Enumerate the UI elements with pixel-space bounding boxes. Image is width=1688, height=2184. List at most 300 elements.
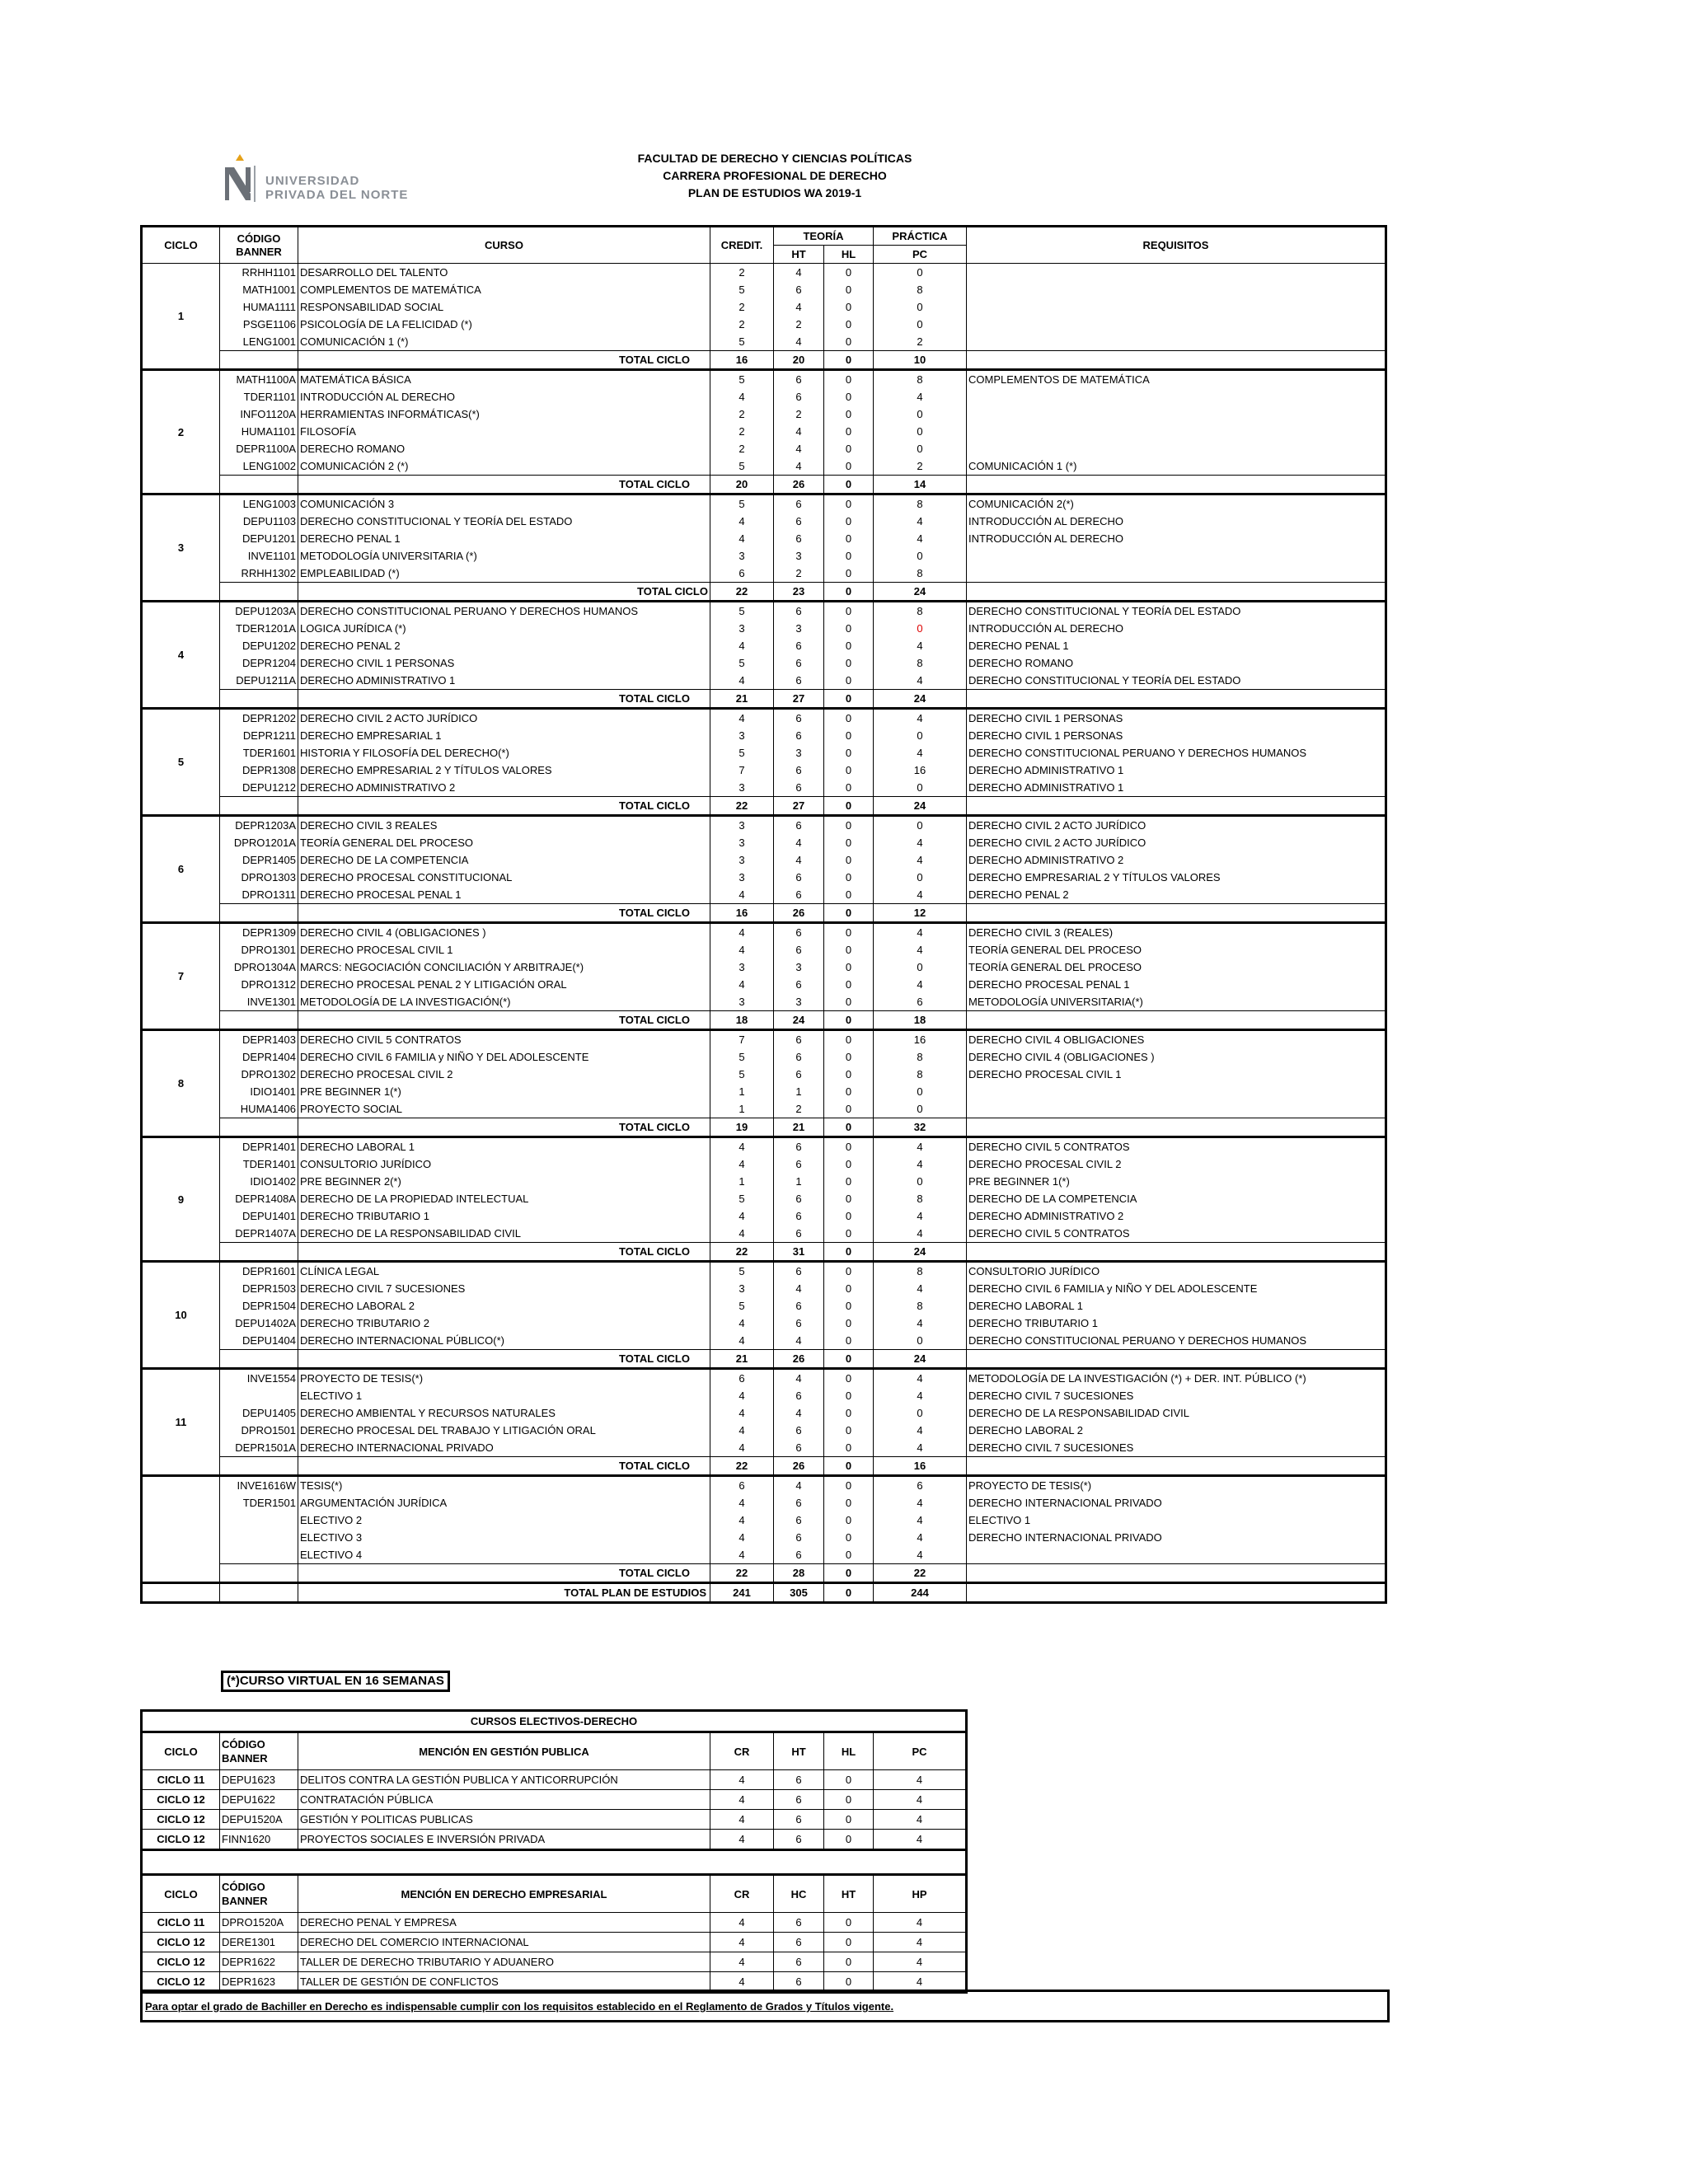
electives-empresarial-head-1: CÓDIGO BANNER	[220, 1875, 298, 1913]
total-label: TOTAL CICLO	[298, 1564, 710, 1583]
course-name: PSICOLOGÍA DE LA FELICIDAD (*)	[298, 316, 710, 333]
course-prerequisite: DERECHO CIVIL 1 PERSONAS	[967, 727, 1386, 744]
course-row	[142, 494, 1386, 513]
course-row	[142, 333, 1386, 351]
course-name: DERECHO CIVIL 7 SUCESIONES	[298, 1280, 710, 1297]
course-code: INVE1616W	[220, 1476, 298, 1495]
course-credits: 4	[710, 1546, 774, 1564]
course-code: DEPR1401	[220, 1137, 298, 1156]
course-code: RRHH1302	[220, 565, 298, 583]
course-name: DESARROLLO DEL TALENTO	[298, 264, 710, 282]
course-row	[142, 1137, 1386, 1156]
course-code: DEPU1402A	[220, 1315, 298, 1332]
elective-h3: 4	[874, 1830, 967, 1850]
col-credit: CREDIT.	[710, 227, 774, 264]
course-code: DEPR1405	[220, 851, 298, 869]
course-prerequisite: METODOLOGÍA DE LA INVESTIGACIÓN (*) + DER. INT. PÚBLICO (*)	[967, 1369, 1386, 1388]
course-ht: 4	[774, 423, 824, 440]
course-name: ELECTIVO 4	[298, 1546, 710, 1564]
course-prerequisite: DERECHO ROMANO	[967, 654, 1386, 672]
elective-code: FINN1620	[220, 1830, 298, 1850]
course-pc: 4	[874, 834, 967, 851]
course-hl: 0	[824, 744, 874, 762]
course-prerequisite: DERECHO CIVIL 5 CONTRATOS	[967, 1137, 1386, 1156]
course-row	[142, 440, 1386, 457]
course-row	[142, 1494, 1386, 1511]
course-code	[220, 1511, 298, 1529]
course-name: DERECHO CIVIL 1 PERSONAS	[298, 654, 710, 672]
course-credits: 4	[710, 513, 774, 530]
course-prerequisite: DERECHO CIVIL 7 SUCESIONES	[967, 1439, 1386, 1457]
grand-total-ciclo-spacer	[142, 1583, 220, 1603]
career-title: CARRERA PROFESIONAL DE DERECHO	[663, 169, 887, 182]
course-credits: 5	[710, 370, 774, 389]
course-row	[142, 923, 1386, 942]
col-curso: CURSO	[298, 227, 710, 264]
course-row	[142, 958, 1386, 976]
course-credits: 3	[710, 547, 774, 565]
total-label: TOTAL CICLO	[298, 1118, 710, 1137]
course-code	[220, 1529, 298, 1546]
total-code-spacer	[220, 351, 298, 370]
course-row	[142, 744, 1386, 762]
course-hl: 0	[824, 1190, 874, 1207]
course-prerequisite: DERECHO PROCESAL CIVIL 1	[967, 1066, 1386, 1083]
course-ht: 6	[774, 1439, 824, 1457]
course-code: DEPU1103	[220, 513, 298, 530]
course-row	[142, 1511, 1386, 1529]
cycle-total-row	[142, 476, 1386, 494]
course-credits: 6	[710, 1369, 774, 1388]
total-hl: 0	[824, 1011, 874, 1030]
course-code	[220, 1387, 298, 1404]
course-credits: 4	[710, 1137, 774, 1156]
total-ht: 27	[774, 797, 824, 816]
total-ht: 31	[774, 1243, 824, 1262]
course-ht: 6	[774, 1137, 824, 1156]
course-name: METODOLOGÍA UNIVERSITARIA (*)	[298, 547, 710, 565]
course-pc: 4	[874, 1207, 967, 1225]
course-pc: 4	[874, 1315, 967, 1332]
elective-h1: 6	[774, 1933, 824, 1952]
course-name: HISTORIA Y FILOSOFÍA DEL DERECHO(*)	[298, 744, 710, 762]
course-hl: 0	[824, 851, 874, 869]
course-code: IDIO1401	[220, 1083, 298, 1100]
electives-table	[140, 1709, 968, 1994]
course-pc: 4	[874, 1494, 967, 1511]
course-ht: 6	[774, 1066, 824, 1083]
course-hl: 0	[824, 1083, 874, 1100]
course-pc: 0	[874, 405, 967, 423]
course-hl: 0	[824, 1315, 874, 1332]
course-code: LENG1002	[220, 457, 298, 476]
elective-h3: 4	[874, 1790, 967, 1810]
course-credits: 5	[710, 744, 774, 762]
course-prerequisite: COMUNICACIÓN 2(*)	[967, 494, 1386, 513]
course-name: DERECHO LABORAL 1	[298, 1137, 710, 1156]
course-row	[142, 1155, 1386, 1173]
course-prerequisite	[967, 440, 1386, 457]
course-row	[142, 1225, 1386, 1243]
cycle-total-row	[142, 690, 1386, 709]
course-ht: 6	[774, 1529, 824, 1546]
course-row	[142, 620, 1386, 637]
course-pc: 4	[874, 744, 967, 762]
course-pc: 8	[874, 654, 967, 672]
course-code: DEPR1601	[220, 1262, 298, 1281]
total-requisitos-spacer	[967, 1011, 1386, 1030]
course-code: TDER1401	[220, 1155, 298, 1173]
course-hl: 0	[824, 494, 874, 513]
elective-h2: 0	[824, 1913, 874, 1933]
course-prerequisite: DERECHO CONSTITUCIONAL PERUANO Y DERECHOS HUMANOS	[967, 744, 1386, 762]
course-ht: 6	[774, 637, 824, 654]
course-name: DERECHO ADMINISTRATIVO 2	[298, 779, 710, 797]
elective-ciclo: CICLO 11	[142, 1913, 220, 1933]
course-hl: 0	[824, 1297, 874, 1315]
course-ht: 6	[774, 1494, 824, 1511]
course-name: COMUNICACIÓN 3	[298, 494, 710, 513]
course-name: DERECHO LABORAL 2	[298, 1297, 710, 1315]
course-row	[142, 1404, 1386, 1422]
course-row	[142, 816, 1386, 835]
course-ht: 6	[774, 281, 824, 298]
document-header	[560, 150, 989, 202]
course-credits: 5	[710, 281, 774, 298]
course-hl: 0	[824, 654, 874, 672]
course-code: TDER1601	[220, 744, 298, 762]
elective-cr: 4	[710, 1790, 774, 1810]
course-prerequisite: DERECHO CIVIL 5 CONTRATOS	[967, 1225, 1386, 1243]
course-pc: 4	[874, 1225, 967, 1243]
course-credits: 6	[710, 565, 774, 583]
grand-total-row	[142, 1583, 1386, 1603]
course-code: DEPU1405	[220, 1404, 298, 1422]
course-pc: 4	[874, 1546, 967, 1564]
course-name: DERECHO INTERNACIONAL PRIVADO	[298, 1439, 710, 1457]
total-ht: 24	[774, 1011, 824, 1030]
course-ht: 6	[774, 1546, 824, 1564]
course-name: COMPLEMENTOS DE MATEMÁTICA	[298, 281, 710, 298]
elective-h1: 6	[774, 1790, 824, 1810]
course-credits: 4	[710, 1155, 774, 1173]
course-prerequisite: DERECHO CIVIL 4 OBLIGACIONES	[967, 1030, 1386, 1049]
course-credits: 5	[710, 602, 774, 621]
course-ht: 6	[774, 388, 824, 405]
course-code: LENG1001	[220, 333, 298, 351]
course-prerequisite	[967, 1546, 1386, 1564]
course-row	[142, 637, 1386, 654]
course-code: DEPR1501A	[220, 1439, 298, 1457]
total-code-spacer	[220, 1350, 298, 1369]
course-hl: 0	[824, 405, 874, 423]
elective-ciclo: CICLO 12	[142, 1790, 220, 1810]
course-hl: 0	[824, 316, 874, 333]
course-name: CLÍNICA LEGAL	[298, 1262, 710, 1281]
course-pc: 8	[874, 1066, 967, 1083]
course-name: PRE BEGINNER 1(*)	[298, 1083, 710, 1100]
total-label: TOTAL CICLO	[298, 1243, 710, 1262]
course-prerequisite: DERECHO CIVIL 6 FAMILIA y NIÑO Y DEL ADOLESCENTE	[967, 1280, 1386, 1297]
course-name: MATEMÁTICA BÁSICA	[298, 370, 710, 389]
course-name: PROYECTO SOCIAL	[298, 1100, 710, 1118]
course-ht: 6	[774, 530, 824, 547]
course-code: DEPR1503	[220, 1280, 298, 1297]
elective-cr: 4	[710, 1913, 774, 1933]
course-credits: 3	[710, 727, 774, 744]
course-row	[142, 1332, 1386, 1350]
course-code: DEPU1401	[220, 1207, 298, 1225]
elective-row	[142, 1933, 967, 1952]
course-code: DEPR1203A	[220, 816, 298, 835]
grand-total-pc: 244	[874, 1583, 967, 1603]
course-code: DEPR1211	[220, 727, 298, 744]
course-pc: 0	[874, 298, 967, 316]
elective-h1: 6	[774, 1913, 824, 1933]
course-ht: 3	[774, 958, 824, 976]
course-hl: 0	[824, 1207, 874, 1225]
electives-gestion-head-3: CR	[710, 1732, 774, 1770]
elective-h3: 4	[874, 1810, 967, 1830]
course-pc: 2	[874, 333, 967, 351]
total-pc: 24	[874, 1243, 967, 1262]
course-credits: 3	[710, 779, 774, 797]
course-row	[142, 1207, 1386, 1225]
study-plan-table	[140, 225, 1387, 1604]
course-hl: 0	[824, 457, 874, 476]
electives-empresarial-head-4: HC	[774, 1875, 824, 1913]
course-name: MARCS: NEGOCIACIÓN CONCILIACIÓN Y ARBITRAJE(*)	[298, 958, 710, 976]
course-hl: 0	[824, 941, 874, 958]
course-ht: 2	[774, 316, 824, 333]
course-row	[142, 423, 1386, 440]
total-credits: 16	[710, 351, 774, 370]
course-prerequisite	[967, 405, 1386, 423]
course-prerequisite: DERECHO PENAL 1	[967, 637, 1386, 654]
total-code-spacer	[220, 690, 298, 709]
course-name: CONSULTORIO JURÍDICO	[298, 1155, 710, 1173]
course-ht: 6	[774, 1262, 824, 1281]
course-hl: 0	[824, 1404, 874, 1422]
course-pc: 4	[874, 530, 967, 547]
total-requisitos-spacer	[967, 797, 1386, 816]
total-label: TOTAL CICLO	[298, 797, 710, 816]
total-requisitos-spacer	[967, 476, 1386, 494]
course-name: DERECHO INTERNACIONAL PÚBLICO(*)	[298, 1332, 710, 1350]
course-row	[142, 298, 1386, 316]
course-hl: 0	[824, 1173, 874, 1190]
course-pc: 4	[874, 1529, 967, 1546]
elective-cr: 4	[710, 1933, 774, 1952]
course-code: DEPR1403	[220, 1030, 298, 1049]
course-hl: 0	[824, 1332, 874, 1350]
course-code: DEPU1203A	[220, 602, 298, 621]
course-credits: 4	[710, 1439, 774, 1457]
course-credits: 4	[710, 1387, 774, 1404]
course-credits: 6	[710, 1476, 774, 1495]
total-requisitos-spacer	[967, 1118, 1386, 1137]
elective-h3: 4	[874, 1913, 967, 1933]
course-credits: 2	[710, 264, 774, 282]
course-row	[142, 834, 1386, 851]
course-prerequisite: PRE BEGINNER 1(*)	[967, 1173, 1386, 1190]
col-codigo: CÓDIGO BANNER	[220, 227, 298, 264]
course-name: ELECTIVO 2	[298, 1511, 710, 1529]
course-ht: 4	[774, 333, 824, 351]
course-prerequisite: DERECHO ADMINISTRATIVO 2	[967, 1207, 1386, 1225]
course-ht: 6	[774, 1387, 824, 1404]
course-ht: 6	[774, 1190, 824, 1207]
elective-h3: 4	[874, 1972, 967, 1993]
course-name: METODOLOGÍA DE LA INVESTIGACIÓN(*)	[298, 993, 710, 1011]
total-hl: 0	[824, 1350, 874, 1369]
course-ht: 6	[774, 494, 824, 513]
electives-gestion-head-4: HT	[774, 1732, 824, 1770]
total-requisitos-spacer	[967, 1350, 1386, 1369]
course-hl: 0	[824, 779, 874, 797]
course-ht: 4	[774, 298, 824, 316]
course-ht: 6	[774, 727, 824, 744]
course-prerequisite: INTRODUCCIÓN AL DERECHO	[967, 530, 1386, 547]
total-pc: 24	[874, 797, 967, 816]
course-ht: 4	[774, 457, 824, 476]
course-prerequisite: DERECHO CIVIL 1 PERSONAS	[967, 709, 1386, 728]
cycle-number: 6	[142, 816, 220, 923]
elective-h2: 0	[824, 1952, 874, 1972]
course-ht: 4	[774, 834, 824, 851]
course-pc: 4	[874, 1422, 967, 1439]
total-code-spacer	[220, 1564, 298, 1583]
course-code: DEPU1404	[220, 1332, 298, 1350]
plan-title: PLAN DE ESTUDIOS WA 2019-1	[687, 186, 862, 199]
elective-h2: 0	[824, 1770, 874, 1790]
course-ht: 6	[774, 816, 824, 835]
course-prerequisite: DERECHO PROCESAL PENAL 1	[967, 976, 1386, 993]
course-prerequisite: TEORÍA GENERAL DEL PROCESO	[967, 941, 1386, 958]
total-ht: 21	[774, 1118, 824, 1137]
elective-code: DEPR1622	[220, 1952, 298, 1972]
course-name: PRE BEGINNER 2(*)	[298, 1173, 710, 1190]
course-ht: 6	[774, 1511, 824, 1529]
course-name: DERECHO PENAL 2	[298, 637, 710, 654]
course-pc: 0	[874, 1173, 967, 1190]
bachelor-requirement-note: Para optar el grado de Bachiller en Derecho es indispensable cumplir con los requisitos establecido en el Reglamento de Grados y Títulos vigente.	[140, 1990, 1390, 2022]
course-pc: 4	[874, 672, 967, 690]
course-row	[142, 281, 1386, 298]
course-prerequisite	[967, 264, 1386, 282]
elective-code: DEPU1622	[220, 1790, 298, 1810]
course-pc: 0	[874, 1083, 967, 1100]
course-ht: 6	[774, 1048, 824, 1066]
course-hl: 0	[824, 602, 874, 621]
cycle-number: 3	[142, 494, 220, 602]
total-label: TOTAL CICLO	[298, 476, 710, 494]
course-pc: 0	[874, 958, 967, 976]
elective-h3: 4	[874, 1952, 967, 1972]
elective-h2: 0	[824, 1810, 874, 1830]
course-credits: 3	[710, 993, 774, 1011]
course-row	[142, 1546, 1386, 1564]
course-name: DERECHO DE LA PROPIEDAD INTELECTUAL	[298, 1190, 710, 1207]
course-code: DPRO1304A	[220, 958, 298, 976]
elective-h1: 6	[774, 1810, 824, 1830]
course-row	[142, 316, 1386, 333]
total-requisitos-spacer	[967, 583, 1386, 602]
course-row	[142, 1190, 1386, 1207]
elective-code: DEPU1623	[220, 1770, 298, 1790]
electives-gestion-header	[142, 1732, 967, 1770]
course-credits: 7	[710, 762, 774, 779]
course-row	[142, 530, 1386, 547]
course-prerequisite	[967, 388, 1386, 405]
course-prerequisite	[967, 298, 1386, 316]
course-name: PROYECTO DE TESIS(*)	[298, 1369, 710, 1388]
total-hl: 0	[824, 1564, 874, 1583]
course-pc: 8	[874, 1297, 967, 1315]
course-credits: 4	[710, 1207, 774, 1225]
course-hl: 0	[824, 1422, 874, 1439]
course-prerequisite	[967, 1083, 1386, 1100]
course-pc: 4	[874, 1155, 967, 1173]
unp-logo-icon	[223, 152, 260, 207]
total-hl: 0	[824, 583, 874, 602]
course-row	[142, 672, 1386, 690]
course-row	[142, 886, 1386, 904]
elective-row	[142, 1790, 967, 1810]
grand-total-code-spacer	[220, 1583, 298, 1603]
electives-empresarial-head-5: HT	[824, 1875, 874, 1913]
col-hl: HL	[824, 246, 874, 264]
course-ht: 6	[774, 672, 824, 690]
total-ht: 27	[774, 690, 824, 709]
elective-h2: 0	[824, 1790, 874, 1810]
course-row	[142, 1439, 1386, 1457]
total-credits: 19	[710, 1118, 774, 1137]
logo-line-1: UNIVERSIDAD	[265, 174, 360, 188]
electives-gestion-head-0: CICLO	[142, 1732, 220, 1770]
course-code: DEPR1308	[220, 762, 298, 779]
course-row	[142, 654, 1386, 672]
electives-empresarial-head-6: HP	[874, 1875, 967, 1913]
course-pc: 16	[874, 762, 967, 779]
course-row	[142, 1262, 1386, 1281]
course-code: DPRO1312	[220, 976, 298, 993]
course-credits: 1	[710, 1173, 774, 1190]
course-credits: 4	[710, 1422, 774, 1439]
course-prerequisite: DERECHO CONSTITUCIONAL Y TEORÍA DEL ESTADO	[967, 672, 1386, 690]
cycle-number	[142, 1476, 220, 1583]
course-name: ELECTIVO 1	[298, 1387, 710, 1404]
course-credits: 3	[710, 834, 774, 851]
course-ht: 1	[774, 1173, 824, 1190]
cycle-total-row	[142, 1118, 1386, 1137]
elective-h1: 6	[774, 1952, 824, 1972]
course-name: TESIS(*)	[298, 1476, 710, 1495]
elective-h3: 4	[874, 1770, 967, 1790]
course-hl: 0	[824, 976, 874, 993]
course-ht: 6	[774, 923, 824, 942]
cycle-number: 1	[142, 264, 220, 370]
electives-empresarial-head-2: MENCIÓN EN DERECHO EMPRESARIAL	[298, 1875, 710, 1913]
course-credits: 5	[710, 1048, 774, 1066]
course-pc: 4	[874, 1280, 967, 1297]
course-hl: 0	[824, 264, 874, 282]
course-ht: 6	[774, 779, 824, 797]
total-code-spacer	[220, 797, 298, 816]
course-prerequisite: INTRODUCCIÓN AL DERECHO	[967, 620, 1386, 637]
course-hl: 0	[824, 565, 874, 583]
course-row	[142, 1066, 1386, 1083]
